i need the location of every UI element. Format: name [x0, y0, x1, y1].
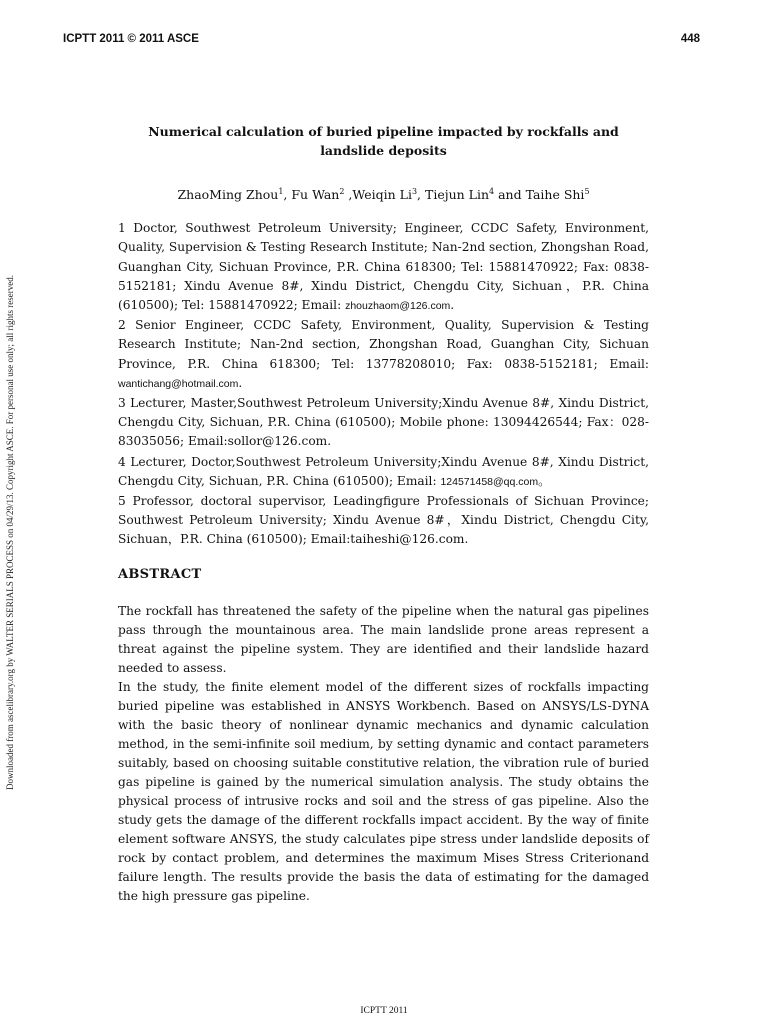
paper-title: Numerical calculation of buried pipeline impacted by rockfalls and landslide deposits — [148, 124, 619, 158]
affiliation-after: . — [238, 375, 243, 390]
affiliation-list — [118, 219, 649, 550]
author-sup: 4 — [489, 187, 495, 196]
abstract-paragraph: The rockfall has threatened the safety of the pipeline when the natural gas pipelines pass through the mountainous area. The main landslide prone areas represent a threat against the pipeline system. They are identified and their landslide hazard needed to assess. — [118, 603, 649, 675]
abstract-heading: ABSTRACT — [118, 566, 202, 582]
author-sup: 3 — [411, 187, 418, 196]
author-sup: 1 — [278, 187, 284, 196]
download-notice: Downloaded from ascelibrary.org by WALTER SERIALS PROCESS on 04/29/13. Copyright ASCE. For personal use only; all rights reserved. — [5, 275, 15, 790]
journal-label: ICPTT 2011 © 2011 ASCE — [63, 33, 199, 45]
abstract-body — [118, 602, 649, 906]
affiliation-item — [118, 453, 649, 492]
author-name: ZhaoMing Zhou — [177, 187, 279, 203]
page-header — [63, 33, 700, 51]
author-sep: , — [344, 187, 353, 203]
affiliation-text: 5 Professor, doctoral supervisor, Leadingfigure Professionals of Sichuan Province; Southwest Petroleum University; Xindu Avenue 8#，Xindu District, Chengdu City, Sichuan，P.R. China (610500); Email:taiheshi@126.com. — [118, 494, 649, 547]
affiliation-after: 。 — [538, 473, 551, 488]
affiliation-email: wantichang@hotmail.com — [118, 377, 239, 390]
affiliation-item — [118, 316, 649, 394]
author-sep: and — [494, 187, 526, 203]
affiliation-item — [118, 492, 649, 551]
page-number: 448 — [680, 33, 700, 45]
page-footer: ICPTT 2011 — [360, 1006, 408, 1016]
author-sup: 2 — [339, 187, 345, 196]
affiliation-text: 4 Lecturer, Doctor,Southwest Petroleum University;Xindu Avenue 8#, Xindu District, Chengdu City, Sichuan, P.R. China (610500); Email: — [118, 454, 649, 488]
author-sep: , — [283, 187, 292, 203]
affiliation-after: . — [450, 297, 455, 312]
affiliation-text: 2 Senior Engineer, CCDC Safety, Environment, Quality, Supervision & Testing Research Institute; Nan-2nd section, Zhongshan Road, Guanghan City, Sichuan Province, P.R. China 618300; Tel: 13778208010; Fax: 0838-5152181; Email: — [118, 318, 649, 371]
author-name: Fu Wan — [291, 187, 340, 203]
author-name: Taihe Shi — [525, 187, 585, 203]
affiliation-email: 124571458@qq.com — [440, 475, 539, 488]
paper-body — [118, 122, 649, 906]
affiliation-item — [118, 394, 649, 453]
author-list — [118, 183, 649, 204]
abstract-paragraph: In the study, the finite element model of the different sizes of rockfalls impacting buried pipeline was established in ANSYS Workbench. Based on ANSYS/LS-DYNA with the basic theory of nonlinear dynamic mechanics and dynamic calculation method, in the semi-infinite soil medium, by setting dynamic and contact parameters suitably, based on choosing suitable constitutive relation, the vibration rule of buried gas pipeline is gained by the numerical simulation analysis. The study obtains the physical process of intrusive rocks and soil and the stress of gas pipeline. Also the study gets the damage of the different rockfalls impact accident. By the way of finite element software ANSYS, the study calculates pipe stress under landslide deposits of rock by contact problem, and determines the maximum Mises Stress Criterionand failure length. The results provide the basis the data of estimating for the damaged the high pressure gas pipeline. — [118, 679, 649, 903]
affiliation-item — [118, 219, 649, 316]
author-sep: , — [417, 187, 425, 203]
affiliation-text: 1 Doctor, Southwest Petroleum University; Engineer, CCDC Safety, Environment, Quality, Supervision & Testing Research Institute; Nan-2nd section, Zhongshan Road, Guanghan City, Sichuan Province, P.R. China 618300; Tel: 15881470922; Fax: 0838-5152181; Xindu Avenue 8#, Xindu District, Chengdu City, Sichuan，P.R. China (610500); Tel: 15881470922; Email: — [118, 221, 649, 312]
affiliation-email: zhouzhaom@126.com — [345, 299, 451, 312]
affiliation-text: 3 Lecturer, Master,Southwest Petroleum University;Xindu Avenue 8#, Xindu District, Chengdu City, Sichuan, P.R. China (610500); Mobile phone: 13094426544; Fax：028-83035056; Email:sollor@126.com. — [118, 395, 649, 449]
author-name: Tiejun Lin — [424, 187, 490, 203]
author-sup: 5 — [584, 187, 590, 196]
author-name: Weiqin Li — [352, 187, 412, 203]
